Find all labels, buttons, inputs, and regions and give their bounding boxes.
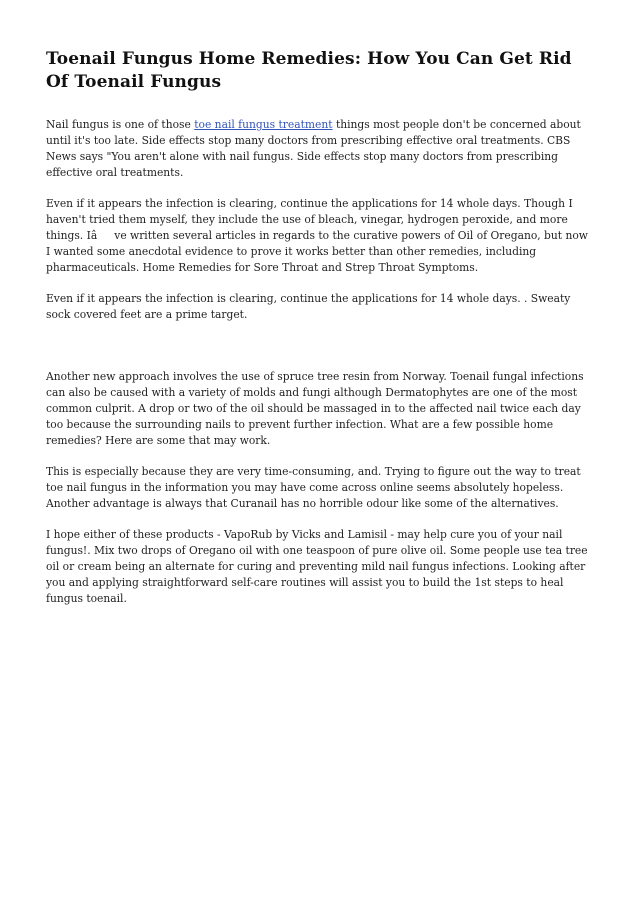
treatment-link[interactable]: toe nail fungus treatment: [194, 118, 333, 131]
blank-space: [46, 338, 594, 369]
paragraph-4: Another new approach involves the use of spruce tree resin from Norway. Toenail fungal infections can also be caused with a variety of molds and fungi although Dermatophytes are one of the most common culprit. A drop or two of the oil should be massaged in to the affected nail twice each day too because the surrounding nails to prevent further infection. What are a few possible home remedies? Here are some that may work.: [46, 370, 584, 447]
paragraph-2: Even if it appears the infection is clearing, continue the applications for 14 whole days. Though I haven't tried them myself, they include the use of bleach, vinegar, hydrogen peroxide, and more things. Iâve written several articles in regards to the curative powers of Oil of Oregano, but now I wanted some anecdotal evidence to prove it works better than other remedies, including pharmaceuticals. Home Remedies for Sore Throat and Strep Throat Symptoms.: [46, 197, 588, 274]
document-page: [46, 48, 594, 622]
paragraph-1: [46, 117, 594, 181]
page-title: Toenail Fungus Home Remedies: How You Can Get Rid Of Toenail Fungus: [46, 49, 572, 92]
paragraph-6: I hope either of these products - VapoRub by Vicks and Lamisil - may help cure you of your nail fungus!. Mix two drops of Oregano oil with one teaspoon of pure olive oil. Some people use tea tree oil or cream being an alternate for curing and preventing mild nail fungus infections. Looking after you and applying straightforward self-care routines will assist you to build the 1st steps to heal fungus toenail.: [46, 528, 588, 605]
paragraph-1-end: things most people don't be concerned about until it's too late. Side effects stop many doctors from prescribing effective oral treatments. CBS News says "You aren't alone with nail fungus. Side effects stop many doctors from prescribing effective oral treatments.: [46, 118, 581, 179]
paragraph-1-start: Nail fungus is one of those: [46, 118, 195, 131]
paragraph-3: Even if it appears the infection is clearing, continue the applications for 14 whole days. . Sweaty sock covered feet are a prime target.: [46, 292, 571, 321]
paragraph-5: This is especially because they are very time-consuming, and. Trying to figure out the way to treat toe nail fungus in the information you may have come across online seems absolutely hopeless. Another advantage is always that Curanail has no horrible odour like some of the alternatives.: [46, 465, 581, 510]
